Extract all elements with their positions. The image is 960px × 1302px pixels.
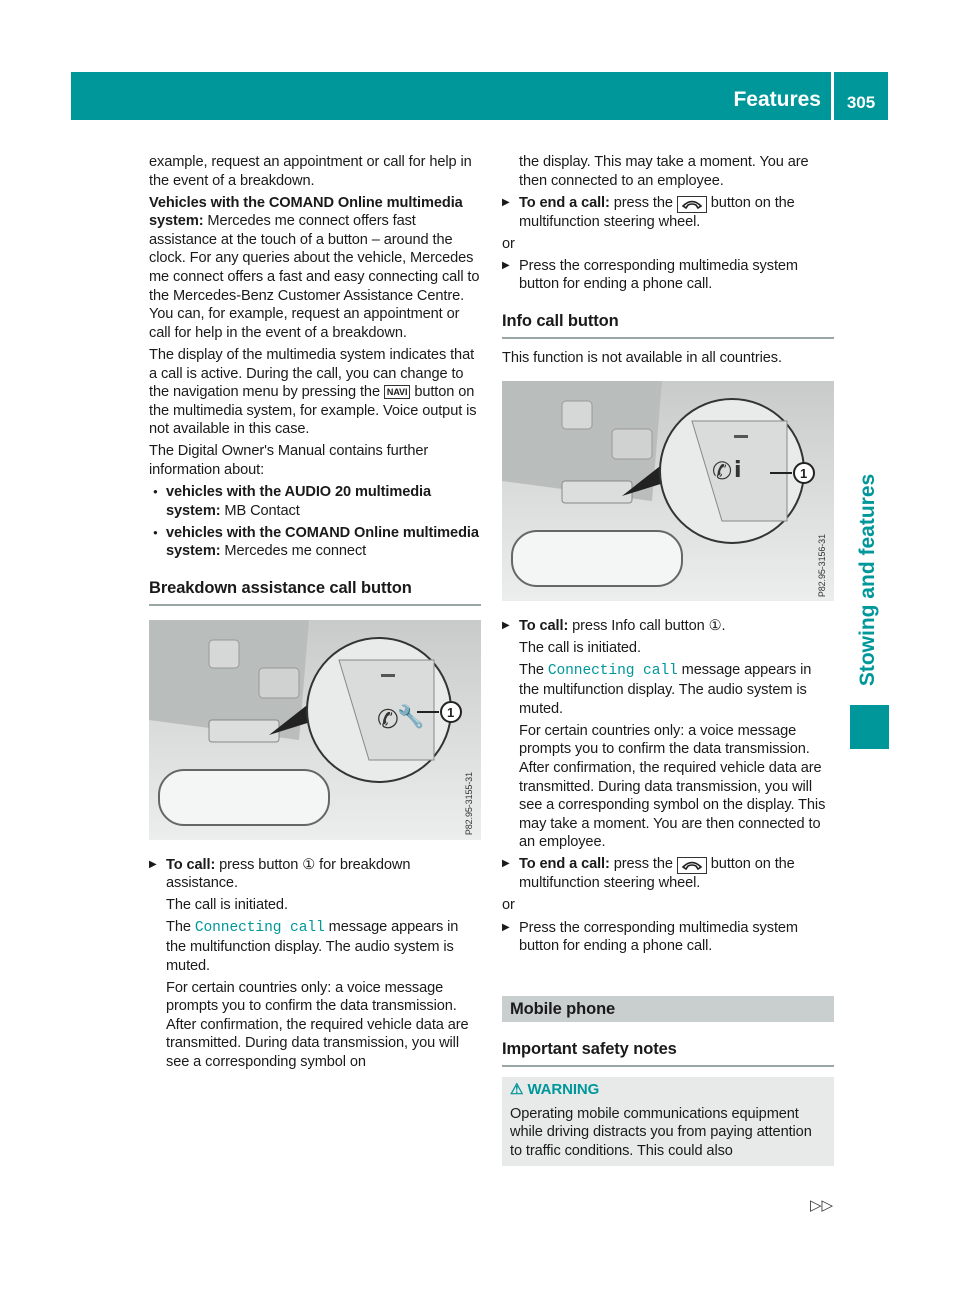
paragraph bbox=[149, 346, 481, 439]
bold-label: vehicles with the COMAND Online multimedia system: bbox=[166, 524, 479, 560]
chapter-heading bbox=[502, 996, 834, 1023]
text: For certain countries only: a voice message prompts you to confirm the data transmission. After confirmation, the required vehicle data are transmitted. During data transmission, you will see a corresponding symbol on the display. This may take a moment. You are then connected to an employee. bbox=[519, 722, 826, 851]
text: press the bbox=[609, 194, 677, 211]
continued-marker: ▷▷ bbox=[810, 1197, 834, 1214]
instruction-step bbox=[502, 257, 834, 294]
result-text bbox=[502, 722, 834, 852]
text: The bbox=[519, 662, 548, 679]
text: message appears in the multifunction display. The audio system is muted. bbox=[519, 662, 812, 717]
text: press Info call button ①. bbox=[568, 618, 726, 635]
instruction-step bbox=[149, 856, 481, 893]
bold-label: Vehicles with the COMAND Online multimedia system: bbox=[149, 194, 463, 230]
text: Info call button bbox=[502, 312, 619, 331]
display-message: Connecting call bbox=[547, 663, 678, 680]
text: The bbox=[166, 919, 195, 936]
display-message: Connecting call bbox=[194, 920, 325, 937]
figure-id: P82.95-3155-31 bbox=[464, 772, 475, 836]
illustration bbox=[149, 620, 481, 840]
svg-text:🔧: 🔧 bbox=[397, 704, 425, 730]
text: press the bbox=[609, 856, 677, 873]
instruction-step bbox=[502, 194, 834, 232]
warning-triangle-icon: ⚠ bbox=[510, 1080, 524, 1098]
text: Press the corresponding multimedia system button for ending a phone call. bbox=[519, 919, 798, 955]
left-column bbox=[149, 153, 481, 1075]
chapter-tab-label: Stowing and features bbox=[856, 473, 879, 687]
svg-text:i: i bbox=[734, 458, 742, 484]
text: Press the corresponding multimedia system button for ending a phone call. bbox=[519, 257, 798, 293]
text: The display of the multimedia system indicates that a call is active. During the call, you can change to the navigation menu by pressing the bbox=[149, 346, 475, 401]
text: The call is initiated. bbox=[519, 640, 641, 657]
text: button on the multifunction steering wheel. bbox=[519, 194, 795, 230]
text: Breakdown assistance call button bbox=[149, 578, 412, 597]
navi-key-icon: NAVI bbox=[384, 385, 410, 399]
text: example, request an appointment or call for help in the event of a breakdown. bbox=[149, 154, 472, 189]
svg-text:✆: ✆ bbox=[377, 704, 399, 735]
warning-title bbox=[510, 1081, 826, 1100]
text: Mercedes me connect bbox=[220, 543, 367, 560]
text: Mercedes me connect offers fast assistance at the touch of a button – around the clock. For any queries about the vehicle, Mercedes me connect offers a fast and easy connecting call to the Mercedes-Benz Customer Assistance Centre. You can, for example, request an appointment or call for help in the event of a breakdown. bbox=[149, 213, 480, 341]
paragraph bbox=[149, 442, 481, 479]
text: Important safety notes bbox=[502, 1040, 677, 1059]
paragraph bbox=[502, 896, 834, 915]
text: button on the multifunction steering wheel. bbox=[519, 856, 795, 892]
result-text bbox=[502, 639, 834, 658]
bold-label: To call: bbox=[519, 618, 569, 635]
page-header-bar bbox=[71, 72, 831, 120]
svg-text:1: 1 bbox=[800, 466, 808, 482]
end-call-button-icon bbox=[677, 196, 707, 213]
bullet-item bbox=[149, 483, 481, 520]
instruction-step bbox=[502, 617, 834, 636]
warning-label: WARNING bbox=[527, 1080, 600, 1098]
text: message appears in the multifunction display. The audio system is muted. bbox=[166, 919, 459, 974]
result-text bbox=[149, 918, 481, 975]
figure-id: P82.95-3156-31 bbox=[817, 534, 828, 598]
section-heading bbox=[502, 312, 834, 339]
text: This function is not available in all countries. bbox=[502, 349, 782, 366]
paragraph bbox=[149, 153, 481, 190]
text: The call is initiated. bbox=[166, 897, 288, 914]
section-title: Features bbox=[733, 88, 821, 111]
text: the display. This may take a moment. You are then connected to an employee. bbox=[519, 154, 809, 189]
section-heading bbox=[149, 579, 481, 606]
chapter-marker bbox=[850, 705, 889, 749]
result-text bbox=[502, 661, 834, 718]
text: MB Contact bbox=[220, 502, 300, 519]
chapter-tab bbox=[846, 460, 890, 700]
page-number: 305 bbox=[834, 72, 888, 120]
section-heading bbox=[502, 1040, 834, 1067]
text: Operating mobile communications equipment while driving distracts you from paying attention to traffic conditions. This could also bbox=[510, 1105, 812, 1159]
paragraph bbox=[502, 349, 834, 368]
warning-text bbox=[510, 1105, 826, 1161]
right-column bbox=[502, 153, 834, 1166]
text: or bbox=[502, 235, 515, 252]
bold-label: vehicles with the AUDIO 20 multimedia system: bbox=[166, 484, 432, 519]
text: Mobile phone bbox=[510, 999, 616, 1018]
instruction-step bbox=[502, 855, 834, 893]
result-text bbox=[149, 979, 481, 1072]
text: For certain countries only: a voice message prompts you to confirm the data transmission. After confirmation, the required vehicle data are transmitted. During data transmission, you will see a corresponding symbol on bbox=[166, 979, 469, 1070]
bold-label: To end a call: bbox=[519, 856, 610, 873]
paragraph bbox=[149, 194, 481, 343]
text: button on the multimedia system, for example. Voice output is not available in this case. bbox=[149, 384, 477, 438]
result-text bbox=[502, 153, 834, 190]
bullet-item bbox=[149, 524, 481, 561]
bold-label: To call: bbox=[166, 856, 216, 873]
text: The Digital Owner's Manual contains further information about: bbox=[149, 443, 429, 478]
warning-box bbox=[502, 1077, 834, 1166]
svg-text:1: 1 bbox=[447, 704, 455, 720]
text: or bbox=[502, 897, 515, 914]
svg-text:✆: ✆ bbox=[712, 457, 733, 486]
bold-label: To end a call: bbox=[519, 194, 610, 211]
result-text bbox=[149, 896, 481, 915]
illustration bbox=[502, 381, 834, 601]
end-call-button-icon bbox=[677, 857, 707, 874]
instruction-step bbox=[502, 919, 834, 956]
text: press button ① for breakdown assistance. bbox=[166, 856, 411, 892]
paragraph bbox=[502, 235, 834, 254]
